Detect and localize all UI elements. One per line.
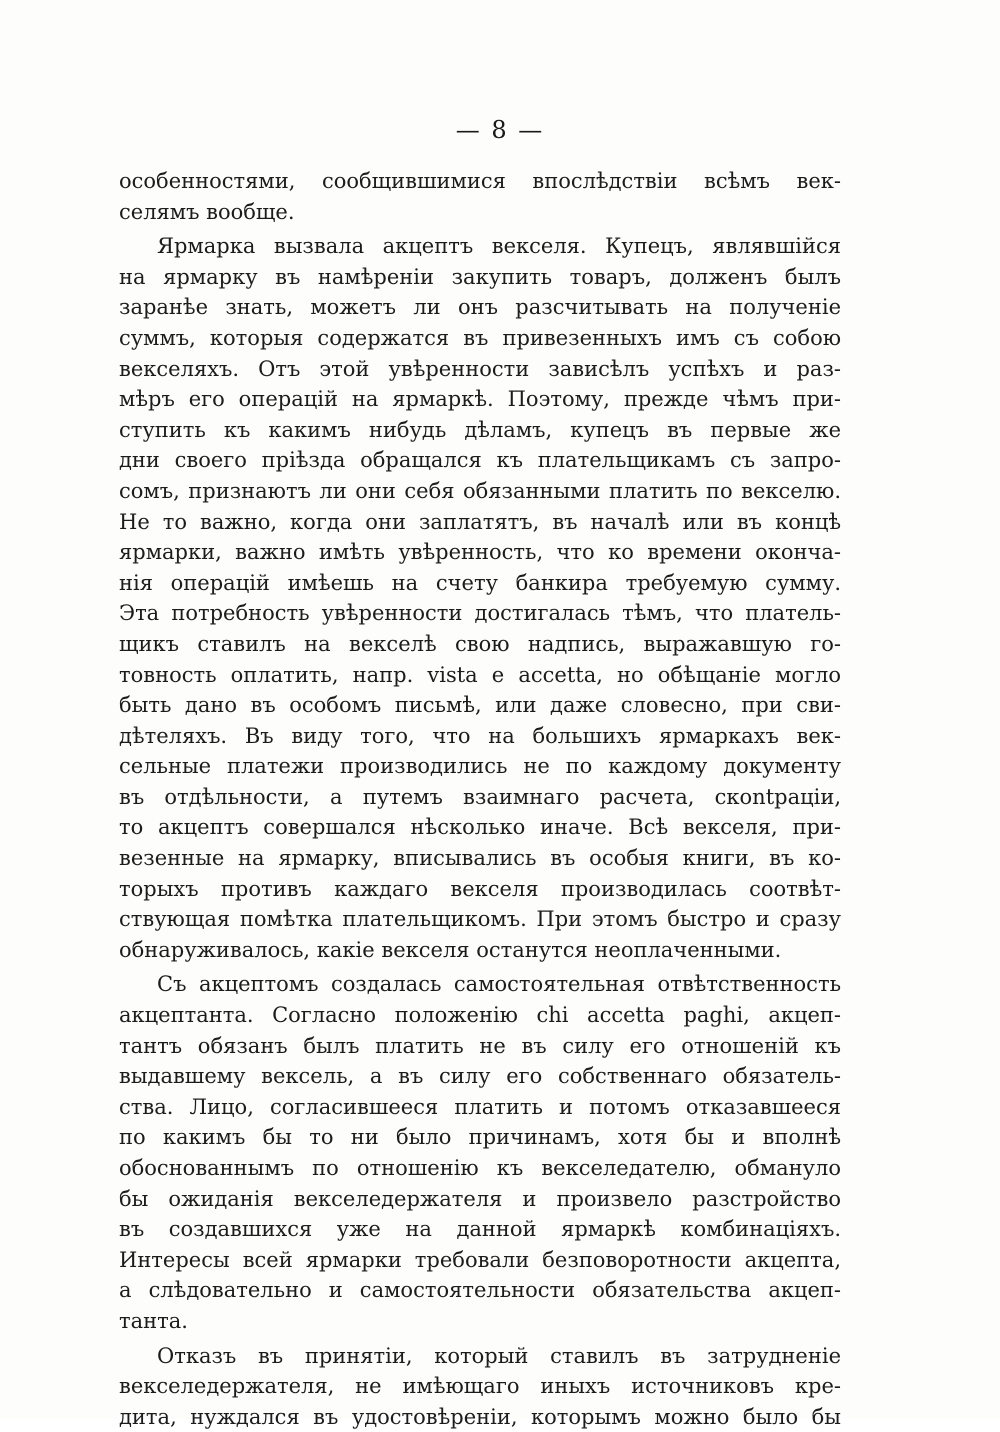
text-line: а слѣдовательно и самостоятельности обязательства акцеп-	[119, 1278, 841, 1303]
text-line: мѣръ его операцій на ярмаркѣ. Поэтому, прежде чѣмъ при-	[119, 387, 841, 412]
text-line: особенностями, сообщившимися впослѣдствіи всѣмъ век-	[119, 169, 841, 193]
text-line: дита, нуждался въ удостовѣреніи, которымъ можно было бы	[119, 1404, 841, 1429]
text-line: векселяхъ. Отъ этой увѣренности зависѣлъ успѣхъ и раз-	[119, 356, 841, 381]
text-line: щикъ ставилъ на векселѣ свою надпись, выражавшую го-	[119, 631, 841, 656]
text-line: торыхъ противъ каждаго векселя производилась соотвѣт-	[119, 876, 841, 901]
body-text	[119, 166, 841, 1432]
text-line: Не то важно, когда они заплатятъ, въ началѣ или въ концѣ	[119, 509, 841, 534]
text-line: товность оплатить, напр. vista e accetta, но обѣщаніе могло	[119, 662, 841, 687]
paragraph	[119, 969, 841, 1336]
text-line: суммъ, которыя содержатся въ привезенныхъ имъ съ собою	[119, 325, 841, 350]
text-line: Съ акцептомъ создалась самостоятельная отвѣтственность	[157, 972, 841, 997]
text-line: бы ожиданія векселедержателя и произвело разстройство	[119, 1186, 841, 1211]
text-line: по какимъ бы то ни было причинамъ, хотя бы и вполнѣ	[119, 1125, 841, 1150]
text-line: заранѣе знать, можетъ ли онъ разсчитывать на полученіе	[119, 295, 841, 320]
paragraph	[119, 231, 841, 965]
text-line: то акцептъ совершался нѣсколько иначе. Всѣ векселя, при-	[119, 815, 841, 840]
text-line: обоснованнымъ по отношенію къ векселедателю, обмануло	[119, 1156, 841, 1180]
text-line: ства. Лицо, согласившееся платить и потомъ отказавшееся	[119, 1094, 841, 1119]
text-line: Интересы всей ярмарки требовали безповоротности акцепта,	[119, 1247, 841, 1272]
text-line: Отказъ въ принятіи, который ставилъ въ затрудненіе	[157, 1343, 841, 1368]
text-line: сельные платежи производились не по каждому документу	[119, 754, 841, 779]
text-line: выдавшему вексель, а въ силу его собственнаго обязатель-	[119, 1064, 841, 1089]
text-line: танта.	[119, 1308, 188, 1333]
text-line: въ создавшихся уже на данной ярмаркѣ комбинаціяхъ.	[119, 1217, 841, 1242]
text-line: быть дано въ особомъ письмѣ, или даже словесно, при сви-	[119, 693, 841, 718]
text-line: дѣтеляхъ. Въ виду того, что на большихъ ярмаркахъ век-	[119, 723, 841, 748]
text-line: акцептанта. Согласно положенію chi accetta paghi, акцеп-	[119, 1003, 841, 1028]
text-line: векселедержателя, не имѣющаго иныхъ источниковъ кре-	[119, 1374, 841, 1399]
text-line: ступить къ какимъ нибудь дѣламъ, купецъ въ первые же	[119, 417, 841, 442]
text-line: дни своего пріѣзда обращался къ плательщикамъ съ запро-	[119, 448, 841, 473]
text-line: обнаруживалось, какіе векселя останутся неоплаченными.	[119, 937, 782, 962]
text-line: Ярмарка вызвала акцептъ векселя. Купецъ, являвшійся	[157, 234, 841, 259]
text-line: ярмарки, важно имѣть увѣренность, что ко времени оконча-	[119, 540, 841, 565]
text-line: нія операцій имѣешь на счету банкира требуемую сумму.	[119, 570, 841, 595]
text-line: тантъ обязанъ былъ платить не въ силу его отношеній къ	[119, 1033, 841, 1058]
page-number: — 8 —	[455, 116, 545, 144]
text-line: ствующая помѣтка плательщикомъ. При этомъ быстро и сразу	[119, 907, 841, 932]
paragraph	[119, 1341, 841, 1432]
text-line: сомъ, признаютъ ли они себя обязанными платить по векселю.	[119, 478, 841, 503]
text-line: селямъ вообще.	[119, 199, 295, 224]
text-line: на ярмарку въ намѣреніи закупить товаръ, долженъ былъ	[119, 264, 841, 289]
text-line: Эта потребность увѣренности достигалась тѣмъ, что платель-	[119, 601, 841, 626]
paragraph	[119, 166, 841, 227]
text-line: везенные на ярмарку, вписывались въ особыя книги, въ ко-	[119, 846, 841, 871]
text-line: въ отдѣльности, а путемъ взаимнаго расчета, скontраціи,	[119, 784, 841, 809]
